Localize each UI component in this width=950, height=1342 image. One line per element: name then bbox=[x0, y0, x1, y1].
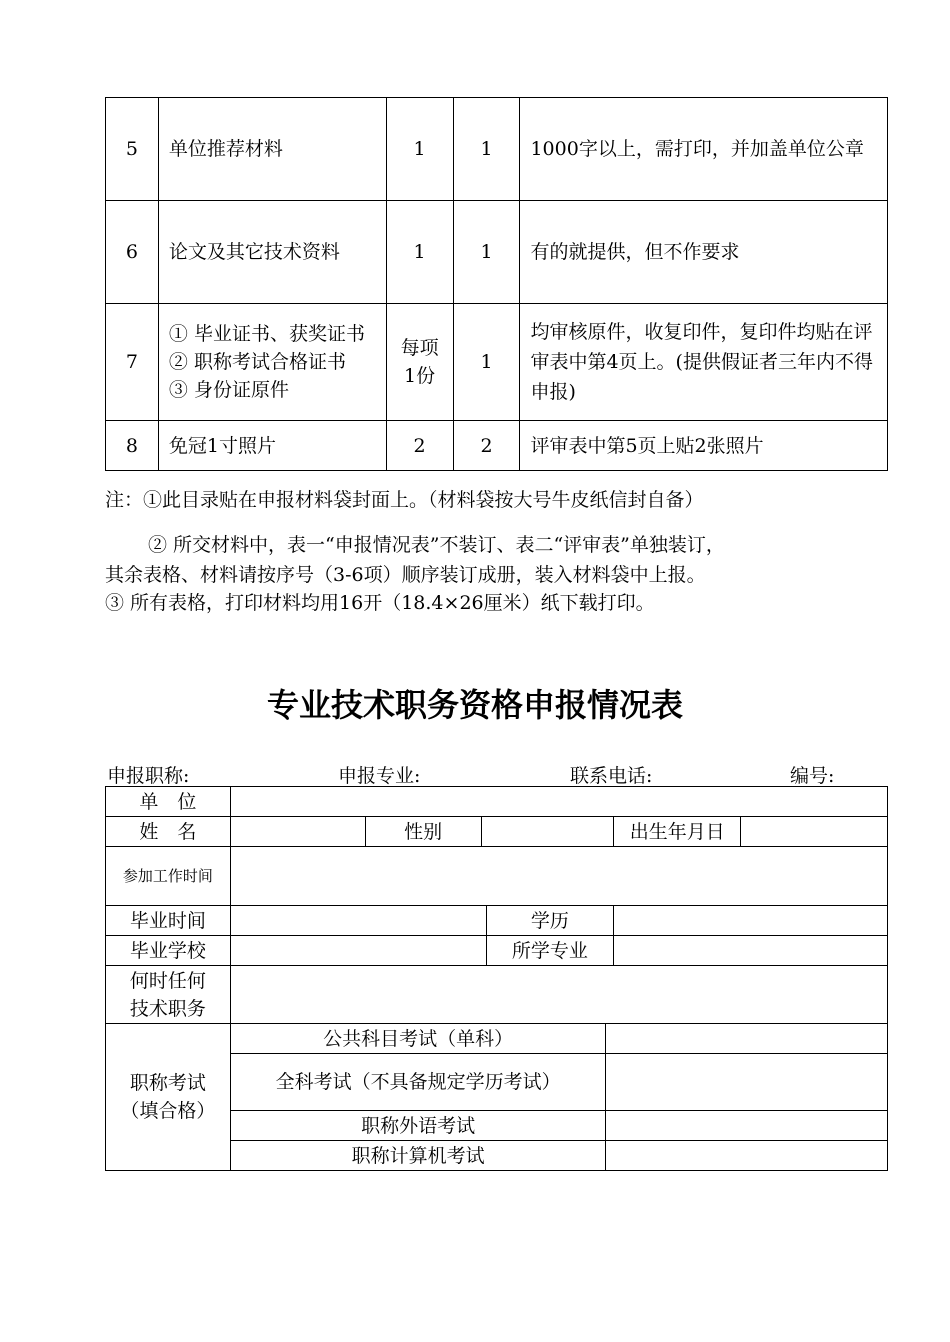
quantity-b: 1 bbox=[453, 304, 520, 421]
quantity-a: 1 bbox=[386, 98, 453, 201]
quantity-a: 1 bbox=[386, 201, 453, 304]
grad-time-field[interactable] bbox=[230, 906, 486, 936]
exam-computer-field[interactable] bbox=[606, 1141, 888, 1171]
exam-label-line: 职称考试 bbox=[129, 1072, 206, 1094]
material-note: 均审核原件，收复印件，复印件均贴在评审表中第4页上。(提供假证者三年内不得申报) bbox=[520, 304, 888, 421]
material-name: 单位推荐材料 bbox=[158, 98, 386, 201]
row-number: 6 bbox=[106, 201, 159, 304]
table-row bbox=[106, 304, 888, 421]
note-3: ③ 所有表格，打印材料均用16开（18.4×26厘米）纸下载打印。 bbox=[105, 592, 655, 614]
major-label: 申报专业: bbox=[338, 765, 421, 787]
note-2a: ② 所交材料中，表一“申报情况表”不装订、表二“评审表”单独装订， bbox=[148, 534, 725, 556]
exam-full-field[interactable] bbox=[606, 1054, 888, 1111]
birth-field[interactable] bbox=[741, 817, 888, 847]
gender-field[interactable] bbox=[481, 817, 614, 847]
position-field[interactable] bbox=[230, 966, 887, 1024]
page-title: 专业技术职务资格申报情况表 bbox=[266, 686, 683, 724]
grad-school-label: 毕业学校 bbox=[106, 936, 231, 966]
application-form-table bbox=[105, 786, 888, 1171]
material-name bbox=[158, 304, 386, 421]
education-label: 学历 bbox=[486, 906, 614, 936]
note-2b: 其余表格、材料请按序号（3-6项）顺序装订成册，装入材料袋中上报。 bbox=[105, 564, 706, 586]
material-name: 论文及其它技术资料 bbox=[158, 201, 386, 304]
exam-label bbox=[106, 1024, 231, 1171]
row-number: 8 bbox=[106, 421, 159, 471]
material-name-line: ③ 身份证原件 bbox=[168, 379, 289, 401]
exam-foreign-label: 职称外语考试 bbox=[230, 1111, 605, 1141]
material-note: 1000字以上，需打印，并加盖单位公章 bbox=[520, 98, 888, 201]
row-number: 7 bbox=[106, 304, 159, 421]
materials-table bbox=[105, 97, 888, 471]
exam-label-line: （填合格） bbox=[120, 1100, 216, 1122]
grad-school-field[interactable] bbox=[230, 936, 486, 966]
number-label: 编号: bbox=[790, 765, 835, 787]
title-label: 申报职称: bbox=[107, 765, 190, 787]
material-name: 免冠1寸照片 bbox=[158, 421, 386, 471]
table-row bbox=[106, 201, 888, 304]
work-start-label: 参加工作时间 bbox=[106, 847, 231, 906]
table-row bbox=[106, 817, 888, 847]
note-1: 注：①此目录贴在申报材料袋封面上。（材料袋按大号牛皮纸信封自备） bbox=[105, 489, 704, 511]
table-row bbox=[106, 787, 888, 817]
unit-field[interactable] bbox=[230, 787, 887, 817]
table-row bbox=[106, 847, 888, 906]
table-row bbox=[106, 421, 888, 471]
major-label-cell: 所学专业 bbox=[486, 936, 614, 966]
exam-full-label: 全科考试（不具备规定学历考试） bbox=[230, 1054, 605, 1111]
birth-label: 出生年月日 bbox=[614, 817, 741, 847]
name-label: 姓 名 bbox=[106, 817, 231, 847]
quantity-b: 1 bbox=[453, 98, 520, 201]
exam-public-field[interactable] bbox=[606, 1024, 888, 1054]
grad-time-label: 毕业时间 bbox=[106, 906, 231, 936]
quantity-a: 2 bbox=[386, 421, 453, 471]
position-label-line: 何时任何 bbox=[129, 969, 206, 992]
gender-label: 性别 bbox=[365, 817, 481, 847]
quantity-b: 2 bbox=[453, 421, 520, 471]
exam-computer-label: 职称计算机考试 bbox=[230, 1141, 605, 1171]
position-label bbox=[106, 966, 231, 1024]
education-field[interactable] bbox=[614, 906, 888, 936]
exam-public-label: 公共科目考试（单科） bbox=[230, 1024, 605, 1054]
table-row bbox=[106, 906, 888, 936]
table-row bbox=[106, 98, 888, 201]
material-name-line: ① 毕业证书、获奖证书 bbox=[168, 323, 365, 345]
table-row bbox=[106, 936, 888, 966]
row-number: 5 bbox=[106, 98, 159, 201]
quantity-a: 每项1份 bbox=[386, 304, 453, 421]
material-note: 有的就提供，但不作要求 bbox=[520, 201, 888, 304]
work-start-field[interactable] bbox=[230, 847, 887, 906]
table-row bbox=[106, 966, 888, 1024]
phone-label: 联系电话: bbox=[570, 765, 653, 787]
material-note: 评审表中第5页上贴2张照片 bbox=[520, 421, 888, 471]
name-field[interactable] bbox=[230, 817, 365, 847]
material-name-line: ② 职称考试合格证书 bbox=[168, 351, 346, 373]
unit-label: 单 位 bbox=[106, 787, 231, 817]
table-row bbox=[106, 1024, 888, 1054]
major-field[interactable] bbox=[614, 936, 888, 966]
position-label-line: 技术职务 bbox=[129, 997, 206, 1020]
quantity-b: 1 bbox=[453, 201, 520, 304]
exam-foreign-field[interactable] bbox=[606, 1111, 888, 1141]
